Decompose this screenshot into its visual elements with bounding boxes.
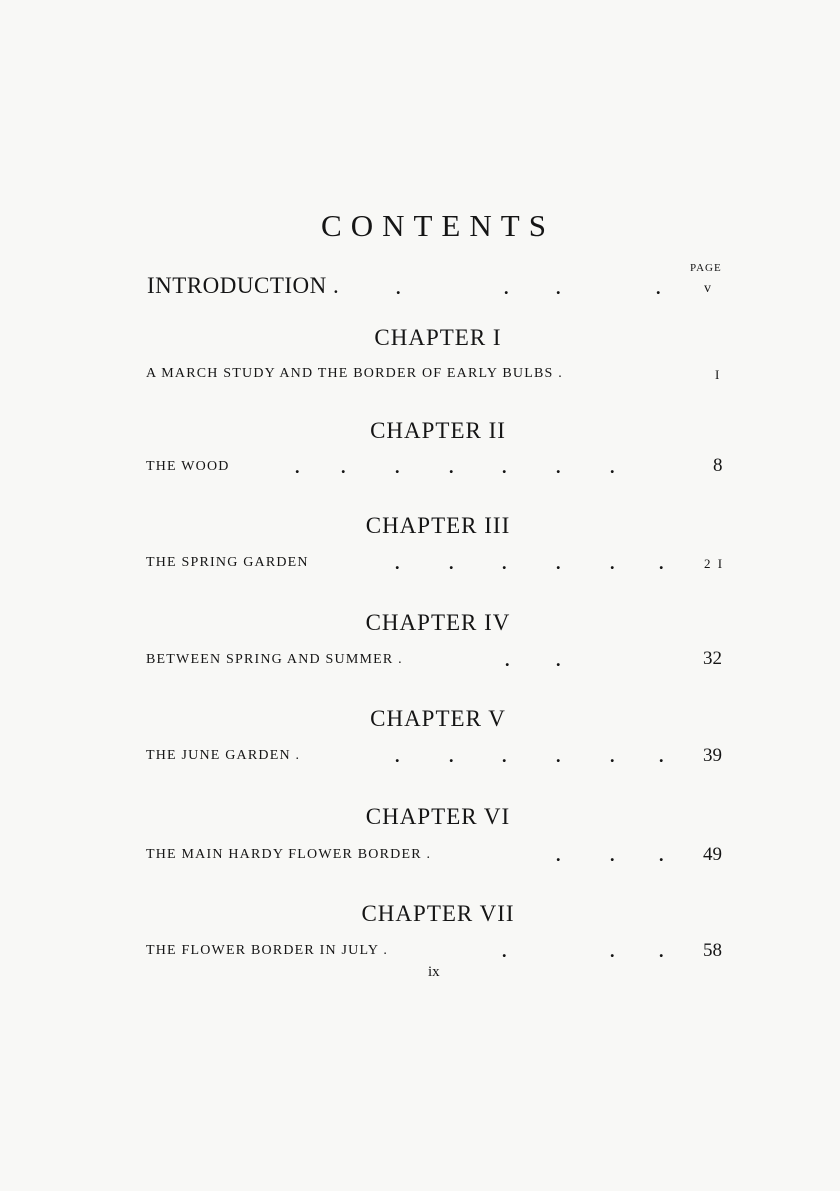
page-column-label: PAGE [690,262,722,274]
leader-dot: . [556,553,561,573]
leader-dot: . [610,941,615,961]
chapter-heading: CHAPTER IV [365,610,511,635]
leader-dot: . [295,457,300,477]
leader-dot: . [395,553,400,573]
chapter-title: THE JUNE GARDEN . [146,748,301,763]
introduction-page-number: v [704,281,711,296]
leader-dot: . [502,553,507,573]
chapter-title: THE SPRING GARDEN [146,555,309,570]
leader-dot: . [610,553,615,573]
chapter-heading: CHAPTER III [365,513,511,538]
leader-dot: . [659,941,664,961]
chapter-page-number: 8 [713,455,723,476]
chapter-page-number: I [715,367,722,382]
leader-dot: . [556,278,561,298]
leader-dot: . [502,746,507,766]
leader-dot: . [396,278,401,298]
leader-dot: . [504,278,509,298]
leader-dot: . [449,553,454,573]
leader-dot: . [556,650,561,670]
chapter-title: THE WOOD [146,459,230,474]
leader-dot: . [610,457,615,477]
leader-dot: . [659,746,664,766]
page-folio: ix [428,964,440,980]
leader-dot: . [556,746,561,766]
chapter-title: A MARCH STUDY AND THE BORDER OF EARLY BULBS . [146,366,563,381]
page-title: CONTENTS [321,208,555,243]
chapter-title: THE MAIN HARDY FLOWER BORDER . [146,847,432,862]
leader-dot: . [610,746,615,766]
introduction-title: INTRODUCTION . [147,273,340,298]
leader-dot: . [395,746,400,766]
leader-dot: . [449,457,454,477]
chapter-heading: CHAPTER II [370,418,506,443]
leader-dot: . [610,845,615,865]
chapter-page-number: 32 [703,648,722,669]
chapter-heading: CHAPTER VII [361,901,515,926]
chapter-page-number: 58 [703,940,722,961]
chapter-heading: CHAPTER VI [365,804,511,829]
leader-dot: . [659,553,664,573]
leader-dot: . [659,845,664,865]
leader-dot: . [502,941,507,961]
leader-dot: . [556,457,561,477]
leader-dot: . [556,845,561,865]
chapter-page-number: 2 I [704,556,725,571]
leader-dot: . [341,457,346,477]
chapter-page-number: 39 [703,745,722,766]
leader-dot: . [505,650,510,670]
chapter-page-number: 49 [703,844,722,865]
chapter-heading: CHAPTER I [374,325,502,350]
leader-dot: . [449,746,454,766]
chapter-heading: CHAPTER V [370,706,506,731]
chapter-title: THE FLOWER BORDER IN JULY . [146,943,389,958]
chapter-title: BETWEEN SPRING AND SUMMER . [146,652,403,667]
leader-dot: . [395,457,400,477]
leader-dot: . [502,457,507,477]
leader-dot: . [656,278,661,298]
